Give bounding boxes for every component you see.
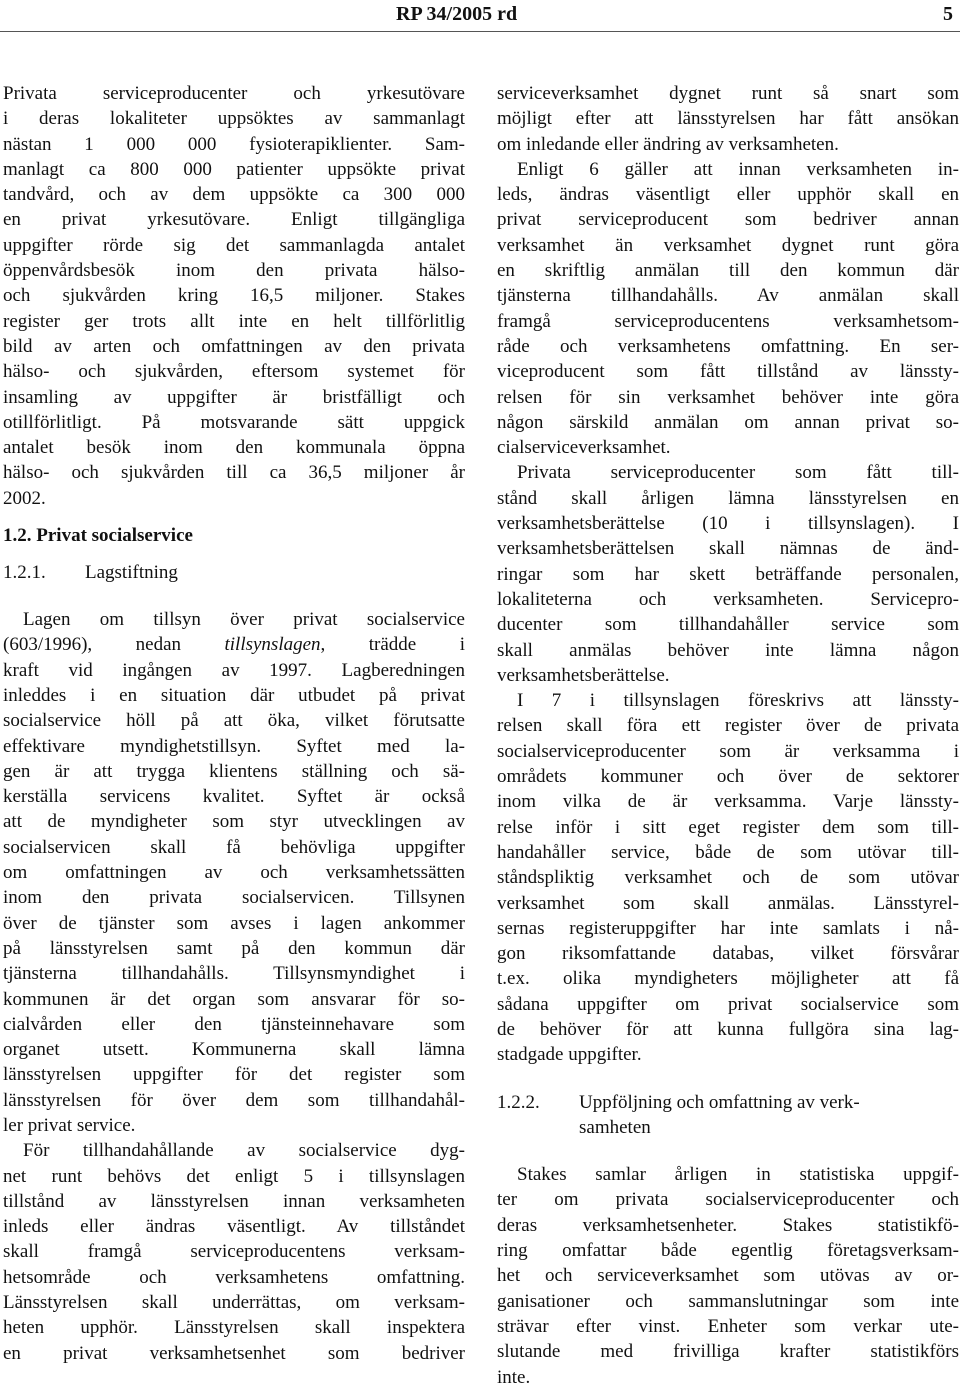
text-line: tillstånd av länsstyrelsen innan verksamheten: [3, 1190, 465, 1212]
section-title: Lagstiftning: [85, 562, 178, 584]
text-line: på länsstyrelsen samt på den kommun där: [3, 937, 465, 959]
text-line: 2002.: [3, 487, 46, 509]
text-line: om omfattningen av och verksamhetssätten: [3, 862, 465, 884]
paragraph-private-healthcare: [3, 81, 465, 511]
text-line: organet utsett. Kommunerna skall lämna: [3, 1039, 465, 1061]
text-line: sådana uppgifter om privat socialservice som: [497, 993, 959, 1015]
text-line: manlagt ca 800 000 patienter uppsökte privat: [3, 158, 465, 180]
text-line: i deras lokaliteter uppsöktes av sammanlagt: [3, 108, 465, 130]
text-line: kerställa servicens kvalitet. Syftet är också: [3, 786, 465, 808]
text-line: inom vilka de är verksamma. Varje länssty-: [497, 791, 959, 813]
text-line: ler privat service.: [3, 1114, 136, 1136]
text-line: hälso- och sjukvården, eftersom systemet för: [3, 361, 465, 383]
text-line: lokaliteterna och verksamheten. Servicepro-: [497, 588, 959, 610]
text-line: För tillhandahållande av socialservice dyg-: [23, 1140, 465, 1162]
text-line: framgå serviceproducentens verksamhetsom-: [497, 310, 959, 332]
text-line: tjänsterna tillhandahålls. Tillsynsmyndighet i: [3, 963, 465, 985]
text-line: ståndspliktig verksamhet och de som utövar: [497, 867, 959, 889]
text-line: ring omfattar både egentlig företagsverksam-: [497, 1240, 959, 1262]
text-line: ganisationer och sammanslutningar som inte: [497, 1290, 959, 1312]
text-line: gon riksomfattande databas, vilket försvårar: [497, 943, 959, 965]
text-line: områdets kommuner och över de sektorer: [497, 766, 959, 788]
text-line: heten upphör. Länsstyrelsen skall inspektera: [3, 1317, 465, 1339]
text-line: sernas registeruppgifter har inte samlats i nå-: [497, 917, 959, 939]
text-line: inleddes i en situation där utbudet på privat: [3, 684, 465, 706]
text-line: länsstyrelsen uppgifter för det register som: [3, 1064, 465, 1086]
text-line: ringar som har skett beträffande personalen,: [497, 563, 959, 585]
text-line: uppgifter rörde sig det sammanlagda antalet: [3, 234, 465, 256]
text-line: I 7 i tillsynslagen föreskrivs att länssty-: [517, 690, 959, 712]
text-line: tandvård, och av dem uppsökte ca 300 000: [3, 184, 465, 206]
section-number: 1.2.1.: [3, 562, 46, 584]
paragraph-legislation: [3, 607, 465, 1138]
text-line: inom den privata socialservicen. Tillsynen: [3, 887, 465, 909]
text-line: relsen för sin verksamhet behöver inte göra: [497, 386, 959, 408]
text-line: hetsområde och verksamhetens omfattning.: [3, 1266, 465, 1288]
text-line: Privata serviceproducenter och yrkesutövare: [3, 83, 465, 104]
text-line: serviceverksamhet dygnet runt så snart som: [497, 83, 959, 104]
document-id: RP 34/2005 rd: [396, 3, 518, 25]
header-rule: [0, 31, 960, 32]
text-line: net runt behövs det enligt 5 i tillsynslagen: [3, 1165, 465, 1187]
text-line: att de myndigheter som styr utvecklingen av: [3, 811, 465, 833]
text-line: över de tjänster som avses i lagen ankommer: [3, 912, 465, 934]
left-column: [3, 81, 465, 1366]
text-line: kommunen är det organ som ansvarar för so-: [3, 988, 465, 1010]
text-line: nästan 1 000 000 fysioterapiklienter. Sam-: [3, 133, 465, 155]
text-line: viceproducent som fått tillstånd av länssty-: [497, 361, 959, 383]
paragraph-permits: [3, 1138, 465, 1366]
text-line: inleds eller ändras väsentligt. Av tillståndet: [3, 1216, 465, 1238]
section-heading-1-2-1: [3, 560, 465, 585]
text-line: handahåller service, både de som utövar till-: [497, 841, 959, 863]
text-line: och sjukvården kring 16,5 miljoner. Stakes: [3, 285, 465, 307]
italic-term: tillsynslagen: [224, 634, 321, 656]
text-line: deras verksamhetsenheter. Stakes statistikfö-: [497, 1214, 959, 1236]
text-line: socialservicen skall få behövliga uppgifter: [3, 836, 465, 858]
text-line: gen är att trygga klientens ställning och sä-: [3, 760, 465, 782]
text-line: otillförlitligt. På motsvarande sätt uppgick: [3, 411, 465, 433]
text-line: verksamhetsberättelse.: [497, 664, 670, 686]
section-title: Uppföljning och omfattning av verk- samheten: [579, 1091, 860, 1138]
text-line: het och serviceverksamhet som utövas av or-: [497, 1265, 959, 1287]
text-line: Stakes samlar årligen in statistiska uppgif-: [517, 1164, 959, 1186]
text-line: kraft vid ingången av 1997. Lagberedningen: [3, 659, 465, 681]
text-line: verksamhetsberättelse (10 i tillsynslagen). I: [497, 513, 959, 535]
section-heading-1-2-2: [497, 1090, 959, 1141]
text-line: relse inför i sitt eget register dem som till-: [497, 816, 959, 838]
text-line: Lagen om tillsyn över privat socialservice: [23, 609, 465, 631]
text-line: socialservice höll på att öka, vilket förutsatte: [3, 710, 465, 732]
text-line: slutande med frivilliga krafter statistikförs: [497, 1341, 959, 1363]
text-line: en privat yrkesutövare. Enligt tillgängliga: [3, 209, 465, 231]
right-column: [497, 81, 959, 1390]
text-line: om inledande eller ändring av verksamheten.: [497, 133, 839, 155]
text-line: t.ex. olika myndigheters möjligheter att få: [497, 968, 959, 990]
paragraph-notification: [497, 157, 959, 461]
text-line: verksamhet som skall anmälas. Länsstyrel-: [497, 892, 959, 914]
text-line: Enligt 6 gäller att innan verksamheten in-: [517, 158, 959, 180]
text-line: strävar efter vinst. Enheter som verkar ute-: [497, 1315, 959, 1337]
text-line: råde och verksamhetens omfattning. En ser-: [497, 335, 959, 357]
text-line: skall framgå serviceproducentens verksam-: [3, 1241, 465, 1263]
text-line: cialvården eller den tjänsteinnehavare som: [3, 1013, 465, 1035]
text-line: relsen skall föra ett register över de privata: [497, 715, 959, 737]
text-line: register ger trots allt inte en helt tillförlitlig: [3, 310, 465, 332]
text-line: effektivare myndighetstillsyn. Syftet med la-: [3, 735, 465, 757]
paragraph-register: [497, 688, 959, 1067]
section-number: 1.2.2.: [497, 1091, 540, 1113]
text-line: möjligt efter att länsstyrelsen har fått ansökan: [497, 108, 959, 130]
text-line: inte.: [497, 1366, 531, 1388]
text-line: skall anmälas behöver inte lämna någon: [497, 639, 959, 661]
text-line: privat serviceproducent som bedriver annan: [497, 209, 959, 231]
text-line: cialserviceverksamhet.: [497, 437, 671, 459]
text-line: länsstyrelsen för över dem som tillhandahål-: [3, 1089, 465, 1111]
text-line: Privata serviceproducenter som fått till-: [517, 462, 959, 484]
text-line: stånd skall årligen lämna länsstyrelsen en: [497, 487, 959, 509]
text-line: stadgade uppgifter.: [497, 1044, 642, 1066]
section-heading-1-2: 1.2. Privat socialservice: [3, 525, 193, 547]
text-line: Länsstyrelsen skall underrättas, om verksam-: [3, 1292, 465, 1314]
text-line: socialserviceproducenter som är verksamma i: [497, 740, 959, 762]
text-line: ducenter som tillhandahåller service som: [497, 614, 959, 636]
text-line-with-italic: (603/1996), nedan tillsynslagen, trädde i: [3, 634, 465, 656]
paragraph-annual-report: [497, 460, 959, 688]
text-line: insamling av uppgifter är bristfälligt och: [3, 386, 465, 408]
text-line: bild av arten och omfattningen av den privata: [3, 335, 465, 357]
text-line: antalet besök inom den kommunala öppna: [3, 437, 465, 459]
text-line: en privat verksamhetsenhet som bedriver: [3, 1342, 465, 1364]
text-line: en skriftlig anmälan till den kommun där: [497, 260, 959, 282]
text-line: ter om privata socialserviceproducenter och: [497, 1189, 959, 1211]
text-line: öppenvårdsbesök inom den privata hälso-: [3, 260, 465, 282]
paragraph-continuation: [497, 81, 959, 157]
text-line: hälso- och sjukvården till ca 36,5 miljoner år: [3, 462, 465, 484]
text-line: verksamhet än verksamhet dygnet runt göra: [497, 234, 959, 256]
text-line: de behöver för att kunna fullgöra sina lag-: [497, 1018, 959, 1040]
text-line: någon särskild anmälan om annan privat so-: [497, 411, 959, 433]
page-header: [0, 0, 960, 30]
paragraph-statistics: [497, 1162, 959, 1390]
text-line: tjänsterna tillhandahålls. Av anmälan skall: [497, 285, 959, 307]
text-line: leds, ändras väsentligt eller upphör skall en: [497, 184, 959, 206]
text-line: verksamhetsberättelsen skall nämnas de änd-: [497, 538, 959, 560]
page-number: 5: [943, 3, 953, 25]
